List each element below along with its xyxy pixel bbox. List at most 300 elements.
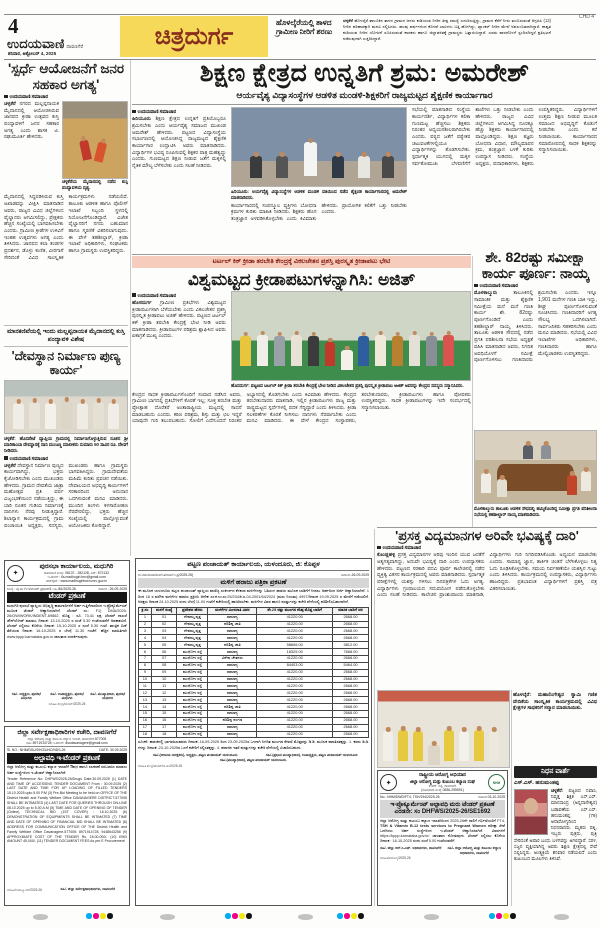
nhm-bar — [380, 800, 505, 817]
seated-person-figure — [541, 445, 551, 459]
dso-intro: ಜಿಲ್ಲಾ ಆರೋಗ್ಯ ಮತ್ತು ಕುಟುಂಬ ಕಲ್ಯಾಣ ಇಲಾಖೆಗೆ ಔಷಧ ಹಾಗೂ ಸಲಕರಣೆ ಸರಬರಾಜು ಮಾಡಲು ಅರ್ಹ ಸಂಸ್ಥೆಗಳಿಂದ ಇ-ಟೆಂಡರ್ ಆಹ್ವಾನಿಸಲಾಗಿದೆ. — [7, 765, 127, 775]
seated-person-figure — [581, 471, 591, 491]
shop-table-header-cell: ಕ್ರ.ಸಂ — [139, 607, 152, 614]
person-figure — [308, 336, 319, 366]
cell-slno: 1 — [139, 614, 152, 621]
cell-advance: 41220.00 — [257, 676, 333, 683]
person-figure — [257, 335, 268, 366]
person-figure — [358, 336, 369, 366]
cell-slno: 6 — [139, 649, 152, 656]
person-figure — [108, 403, 119, 429]
table-row — [139, 717, 369, 724]
seated-person-figure — [497, 479, 507, 497]
mid-kicker: ಟರ್ಟಲ್ ಕಿಕ್ ಕ್ರೀಡಾ ತರಬೇತಿ ಕೇಂದ್ರಕ್ಕೆ ವಿಕಲಚೇತನ ಪ್ರಶಸ್ತಿ ಪುರಸ್ಕೃತ ಕ್ರೀಡಾಪಟು ಭೇಟಿ — [132, 256, 471, 268]
cell-rent: 2668.00 — [332, 655, 368, 662]
municipal-emblem-icon: ✦ — [7, 565, 24, 582]
wrestling-photo — [62, 101, 128, 179]
person-figure — [45, 403, 56, 429]
cell-rent: 2668.00 — [332, 683, 368, 690]
main-body-1 — [132, 116, 226, 170]
cell-rent: 2668.00 — [332, 614, 368, 621]
cell-slno: 11 — [139, 683, 152, 690]
cell-shopno: 18 — [151, 731, 177, 738]
cell-slno: 2 — [139, 621, 152, 628]
table-row — [139, 628, 369, 635]
cell-advance: 18325.00 — [257, 649, 333, 656]
cell-advance: 41220.00 — [257, 628, 333, 635]
cell-advance: 41220.00 — [257, 655, 333, 662]
table-row — [139, 614, 369, 621]
madhugiri-sign-2: ಸಹಿ/- ಉಪಾಧ್ಯಕ್ಷರು, ಪುರಸಭೆ ಮಧುಗಿರಿ — [50, 691, 84, 701]
prasakta-headline: 'ಪ್ರಸಕ್ತ ವಿದ್ಯಮಾನಗಳ ಅರಿವೇ ಭವಿಷ್ಯಕ್ಕೆ ದಾರಿ' — [395, 529, 579, 543]
section-rule — [377, 527, 597, 528]
shop-date: ದಿನಾಂಕ:-26-09-2025 — [341, 572, 369, 577]
main-photo-caption: ಹಿರಿಯೂರು: ಆರ್ಯವೈಶ್ಯ ವಿದ್ಯಾಸಂಸ್ಥೆಗಳ ಆಡಳಿತ ಮಂಡಳಿ ವತಿಯಿಂದ ನಡೆದ ಶೈಕ್ಷಣಿಕ ಕಾರ್ಯಾಗಾರದಲ್ಲಿ ಅಮರೇಶ್ ಮಾತನಾಡಿದರು. — [231, 189, 407, 200]
dso-sign: ಸಹಿ/- ಜಿಲ್ಲಾ ಸರ್ವೇಕ್ಷಣಾಧಿಕಾರಿಗಳು, ದಾವಣಗೆರೆ — [60, 886, 115, 891]
devasthana-caption: ಚಳ್ಳಕೆರೆ: ಹೊಸಪೇಟೆ ವ್ಯಾಪ್ತಿಯ ಗ್ರಾಮದಲ್ಲಿ ನಿರ್ಮಾಣಗೊಳ್ಳುತ್ತಿರುವ ನೂತನ ಶ್ರೀ ಮಾರಿಕಾಂಬಾ ದೇವಸ್ಥಾನಕ್ಕೆ ದಾನಿ ಮಂಜಣ್ಣ ಮಾಲೀಕರು ಸುಮಾರು 50 ಸಾವಿರ ರೂ. ದೇಣಿಗೆ ನೀಡಿದರು. — [4, 436, 128, 453]
shop-sign-3: ಸಹಿ/-(ಮುಖ್ಯಾಧಿಕಾರಿ), ಪಟ್ಟಣ ಪಂಚಾಯತ್ ಯಳಂದೂರು. — [219, 758, 288, 763]
person-figure — [426, 336, 437, 366]
felicitation-photo — [377, 690, 510, 768]
govt-emblem-icon: ✦ — [380, 774, 397, 791]
madhugiri-ref: ಸಂಖ್ಯೆ : ಪು.ಮ./ಇಇ/ಟೆಂಡರ್ ಪ್ರಕಟಣೆ/1.ಇಪಿ./81/2025-26 — [7, 586, 76, 591]
shop-table-header-cell: ಮಳಿಗೆಗಳ ಮೀಸಲಾತಿ ವಿವರ — [208, 607, 257, 614]
byline-text: ಉದಯವಾಣಿ ಸಮಾಚಾರ — [382, 546, 421, 552]
cell-shopno: 09 — [151, 669, 177, 676]
nhm-sign-2: ಸಹಿ/- ಜಿಲ್ಲಾ ಆರೋಗ್ಯ ಮತ್ತು ಕುಟುಂಬ ಕಲ್ಯಾಣ ಅಧಿಕಾರಿಗಳು, ದಾವಣಗೆರೆ — [447, 846, 501, 855]
cell-area: ಮುಧೋಳ ರಸ್ತೆ — [177, 649, 208, 656]
shop-bar: ಮಳಿಗೆ ಹರಾಜು ಪತ್ರಿಕಾ ಪ್ರಕಟಣೆ — [138, 578, 369, 589]
cell-shopno: 16 — [151, 717, 177, 724]
cell-slno: 12 — [139, 690, 152, 697]
sparde-byline — [4, 94, 128, 100]
cell-reservation: ಸಾಮಾನ್ಯ — [208, 676, 257, 683]
wrestling-caption: ಚಳ್ಳಕೆರೆಯ ಮೈದಾನದಲ್ಲಿ ನಡೆದ ಕುಸ್ತಿ ಪಂದ್ಯಾವಳಿಯ ದೃಶ್ಯ. — [62, 179, 128, 190]
dso-english-body: Tender Reference No: DHFWS/2025-26/Drugs Date:30.09.2025 (1) DATE AND TIME OF ACCESSING TENDER DOCUMENT From : 30.09.2025 (2) LAST DATE AND TIME FOR UP LOADING OF FILLED TENDERS 15.10.2025 upto 5.00 P.M (3) Pre-Bid Meeting to be held on OFFICE OF THE District Health and Family Welfare Office DAVANAGERE DISTRICT-577005 SHALL BE INTIMATED (4) LAST DATE FOR QUERIES THROUGH ON-LINE 08.10.2025 up to 5.00 A.M (5) TIME AND DATE OF OPENING OF TENDER (Online) TECHNICAL BID (1ST COVER) : 16.10.2025 (6) DEMONSTRATION OF EQUIPMENTS SHALL BE INTIMATED (7) TIME AND DATE OF OPENING OF FINANCIAL BID SHALL BE INTIMATED (8) ADDRESS FOR COMMUNICATION OFFICE OF THE District Health and Family Welfare Office Davanagere-577005: 8971914728, 9448643256 (9) APPROXIMATE COST OF THE TENDER Rs. 18,00,000/- (10) EMD AMOUNT 45,000/- (11) TENDER DOCUMENT FEES As per E Procurement — [7, 776, 127, 844]
byline-square-icon — [377, 546, 381, 550]
cell-shopno: 01 — [151, 614, 177, 621]
main-text-1: ಶಿಕ್ಷಣ ಕ್ಷೇತ್ರದ ಉನ್ನತಿಗೆ ಪ್ರತಿಯೊಬ್ಬರೂ ಶ್ರಮಿಸಬೇಕು ಎಂದು ಆರ್ಯವೈಶ್ಯ ಸಮಾಜದ ಮುಖಂಡ ಅಮರೇಶ್ ಹೇಳಿದರು. ಪಟ್ಟಣದ ವಿದ್ಯಾಸಂಸ್ಥೆಯ ಸಭಾಂಗಣದಲ್ಲಿ ಆಯೋಜಿಸಿದ್ದ ರಾಜ್ಯಮಟ್ಟದ ಶೈಕ್ಷಣಿಕ ಕಾರ್ಯಾಗಾರ ಉದ್ಘಾಟಿಸಿ ಅವರು ಮಾತನಾಡಿದರು. ವಿದ್ಯಾರ್ಥಿಗಳ ಭವಿಷ್ಯ ರೂಪಿಸುವಲ್ಲಿ ಶಿಕ್ಷಕರ ಪಾತ್ರ ಮಹತ್ವದ್ದು ಎಂದರು. ಗುಣಮಟ್ಟದ ಶಿಕ್ಷಣ ನೀಡುವ ಜತೆಗೆ ಮಕ್ಕಳಲ್ಲಿ ನೈತಿಕ ಮೌಲ್ಯ ಬೆಳೆಸಬೇಕು ಎಂದು ಸಲಹೆ ನೀಡಿದರು. — [132, 116, 226, 170]
seated-person-figure — [250, 156, 262, 178]
mid-location: ಹೊಸದುರ್ಗ — [132, 299, 152, 306]
wrestling-figure-wrap — [62, 101, 128, 190]
table-row — [139, 710, 369, 717]
cell-slno: 9 — [139, 669, 152, 676]
cell-shopno: 10 — [151, 676, 177, 683]
dso-bar: ಅಲ್ಪಾವಧಿ ಇ-ಟೆಂಡರ್ ಪ್ರಕಟಣೆ — [7, 753, 127, 764]
cell-advance: 41220.00 — [257, 697, 333, 704]
shop-auction-box — [135, 558, 372, 906]
person-figure — [459, 731, 469, 761]
cell-shopno: 15 — [151, 710, 177, 717]
sports-group-photo — [231, 291, 471, 381]
byline-text: ಉದಯವಾಣಿ ಸಮಾಚಾರ — [9, 456, 48, 462]
madhugiri-ref-row — [7, 585, 127, 591]
survey-body — [474, 290, 597, 428]
seated-person-figure — [428, 745, 440, 765]
nhm-bottom-ref: ಮಾಹಿತಿ/ಆರೋಗ್ಯ/2025-26 — [380, 856, 411, 861]
obituary-body — [514, 788, 597, 862]
nhm-head2: ಜಿಲ್ಲಾ ಆರೋಗ್ಯ ಮತ್ತು ಕುಟುಂಬ ಕಲ್ಯಾಣ ಸಂಘ — [410, 778, 475, 784]
devasthana-text: ದೇವಸ್ಥಾನ ನಿರ್ಮಾಣ ಪುಣ್ಯದ ಕಾರ್ಯವಾಗಿದ್ದು, ಭಕ್ತರು ಕೈಜೋಡಿಸಬೇಕು ಎಂದು ಮುಖಂಡರು ಹೇಳಿದರು. ಗ್ರಾಮದ ದೇವತೆಯ ಜಾತ್ರಾ ಮಹೋತ್ಸವ ಪ್ರತಿ ವರ್ಷ ವಿಜೃಂಭಣೆಯಿಂದ ನಡೆಯುತ್ತಿದ್ದು, ಈ ಬಾರಿ ನೂತನ ಗುಡಿಯ ನಿರ್ಮಾಣಕ್ಕೆ ದಾನಿಗಳು ನೆರವು ನೀಡುತ್ತಿದ್ದಾರೆ. ಶಿಲಾನ್ಯಾಸ ಕಾರ್ಯಕ್ರಮದಲ್ಲಿ ಗ್ರಾಮ ಪಂಚಾಯಿತಿ ಅಧ್ಯಕ್ಷರು, ಸದಸ್ಯರು, ಮುಖಂಡರು ಹಾಗೂ ಗ್ರಾಮಸ್ಥರು ಭಾಗವಹಿಸಿದ್ದರು. ಗ್ರಾಮದೇವತೆಯ ಮಹಿಮೆ ಕುರಿತು ಪ್ರವಚನ ನಡೆಯಿತು. ದೇವಾಲಯದ ಅಭಿವೃದ್ಧಿ ಕಾರ್ಯಗಳಿಗೆ ಸರಕಾರದಿಂದ ಅನುದಾನ ಒದಗಿಸುವಂತೆ ಮನವಿ ಮಾಡಿದರು. ಮುಂದಿನ ತಿಂಗಳು ಕಳಸಾರೋಹಣ ನೆರವೇರಲಿದ್ದು, ಭಕ್ತರು ಹೆಚ್ಚಿನ ಸಂಖ್ಯೆಯಲ್ಲಿ ಪಾಲ್ಗೊಳ್ಳುವಂತೆ ಆಯೋಜಕರು ಕೋರಿದ್ದಾರೆ. — [4, 462, 128, 529]
byline-text: ಉದಯವಾಣಿ ಸಮಾಚಾರ — [137, 110, 176, 116]
cell-rent: 3812.00 — [332, 642, 368, 649]
devasthana-location: ಚಳ್ಳಕೆರೆ — [4, 462, 16, 469]
cell-advance: 41220.00 — [257, 710, 333, 717]
cell-reservation: ಸಾಮಾನ್ಯ — [208, 731, 257, 738]
shop-ref: ಸಂ:ಪಪಂಕಾಯ/ಮಳಿಗೆ-ಹರಾಜು/ಇ.ಪ್ರ/2025-26) — [138, 572, 194, 577]
cell-reservation: ಸಾಮಾನ್ಯ — [208, 635, 257, 642]
cell-reservation: ಪರಿಶಿಷ್ಟ ಜಾತಿ — [208, 704, 257, 711]
cell-rent: 7668.00 — [332, 649, 368, 656]
cell-area: ದೇವಮ್ಮ ವೃತ್ತ — [177, 642, 208, 649]
shop-bottom-ref: ಮಾಹಿತಿ ಕೇಂದ್ರ/ಟೆಂಡರ್/ಪ.ಪಂ/2025-26 — [138, 763, 183, 768]
cell-slno: 16 — [139, 717, 152, 724]
registration-ellipse-icon — [33, 914, 48, 920]
seated-person-figure — [523, 445, 533, 459]
devasthana-body — [4, 463, 128, 556]
nhm-body-rest: ಪರೀಕ್ಷಾ ಸೇವೆ ಒದಗಿಸಲು ಅರ್ಹ ಸಂಸ್ಥೆಗಳಿಂದ ಇ-ಟೆಂಡರ್ ಆಹ್ವಾನಿಸಲಾಗಿದೆ. ವಿವರಗಳಿಗೆ https://kppp.karnataka.gov.in/ ಜಾಲತಾಣ ನೋಡುವುದು. ಟೆಂಡರ್ ಸಲ್ಲಿಸಲು ಕೊನೆಯ ದಿನಾಂಕ : 16-10-2025 ರಂದು ಸಂಜೆ 5.00 ಗಂಟೆಯವರೆಗೆ. — [380, 823, 506, 844]
column-rule — [511, 690, 512, 906]
cell-area: ಮುಧೋಳ ರಸ್ತೆ — [177, 655, 208, 662]
madhugiri-date: ದಿನಾಂಕ : 26-09-2025 — [98, 586, 127, 591]
newspaper-masthead — [7, 36, 83, 52]
cell-rent: 2668.00 — [332, 690, 368, 697]
cmyk-dots-icon — [337, 913, 364, 919]
cell-rent: 2668.00 — [332, 621, 368, 628]
madhugiri-sign-3: ಸಹಿ/- ಮುಖ್ಯಾಧಿಕಾರಿ, ಪುರಸಭೆ ಮಧುಗಿರಿ — [90, 691, 126, 701]
table-row — [139, 731, 369, 738]
cell-slno: 18 — [139, 731, 152, 738]
survey-photo-caption: ಮೊಳಕಾಲ್ಮುರು ತಾಲೂಕು ಆಡಳಿತ ಸೌಧದಲ್ಲಿ ಹಮ್ಮಿಕೊಂಡಿದ್ದ ಸಮೀಕ್ಷಾ ಪ್ರಗತಿ ಪರಿಶೀಲನಾ ಸಭೆಯಲ್ಲಿ ತಹಶೀಲ್ದಾರ್ ನಾಯ್ಕ ಮಾತನಾಡಿದರು. — [474, 506, 597, 518]
cell-advance: 84403.00 — [257, 662, 333, 669]
cell-shopno: 14 — [151, 704, 177, 711]
dso-tender-box — [4, 726, 130, 906]
wrestler-figure — [94, 141, 108, 163]
brief-headline: ಹೊಳಲ್ಕೆರೆಯಲ್ಲಿ ತಾಳದ ಗ್ರಾಮೀಣ ನೀರಿಗೆ ಶರಣು — [276, 18, 333, 37]
cell-advance: 41220.00 — [257, 690, 333, 697]
cell-reservation: ಸಾಮಾನ್ಯ — [208, 614, 257, 621]
prasakta-location: ಕೊಂಡ್ಲಹಳ್ಳಿ — [377, 552, 396, 559]
byline-square-icon — [4, 95, 8, 99]
table-row — [139, 724, 369, 731]
shop-ref-row — [138, 572, 369, 577]
cell-slno: 15 — [139, 710, 152, 717]
shop-table-header-cell: ಮಾಸಿಕ ಬಾಡಿಗೆ ದರ — [332, 607, 368, 614]
mid-photo-block — [231, 291, 471, 389]
nhm-ref-row — [380, 793, 505, 799]
byline-square-icon — [4, 456, 8, 460]
top-news-brief — [276, 18, 551, 42]
cell-slno: 10 — [139, 676, 152, 683]
cell-reservation: ಸಾಮಾನ್ಯ — [208, 710, 257, 717]
cell-rent: 2668.00 — [332, 710, 368, 717]
masthead-edition: ದಾವಣಗೆರೆ — [66, 44, 84, 49]
person-figure — [240, 336, 251, 366]
table-row — [139, 655, 369, 662]
seated-person-figure — [382, 156, 394, 178]
cell-reservation: ಸಾಮಾನ್ಯ — [208, 683, 257, 690]
person-figure — [444, 730, 454, 761]
cell-shopno: 02 — [151, 621, 177, 628]
nhm-body — [380, 819, 505, 845]
nhm-head4: (ದೂರವಾಣಿ ಸಂಖ್ಯೆ 0836-295591) — [421, 788, 464, 792]
shop-table-header-cell: ಶೇ.25 ರಷ್ಟು ಮುಂಗಡ ಕನಿಷ್ಠ ಮೊತ್ತ ಬಾಡಿಗೆ — [257, 607, 333, 614]
cell-slno: 14 — [139, 704, 152, 711]
table-row — [139, 704, 369, 711]
nhm-logo-icon: NHM — [488, 774, 505, 791]
shop-table-header-row — [139, 607, 369, 614]
column-rule — [374, 529, 375, 906]
table-row — [139, 642, 369, 649]
cell-area: ಮುಧೋಳ ರಸ್ತೆ — [177, 704, 208, 711]
survey-byline — [474, 283, 597, 289]
person-figure — [443, 335, 454, 366]
cell-rent: 2668.00 — [332, 697, 368, 704]
table-row — [139, 669, 369, 676]
obituary-text: ಪಟ್ಟಣದ ನಿವಾಸಿ, ನಿವೃತ್ತ ಶಿಕ್ಷಕ ಎಸ್.ಎಸ್. ಮಾನಸಾಂದ್ರ (ಅನ್ನದಾನೇಶ್ವರ) ಬಡಾವಣೆಯ ಎಸ್.ಎಸ್. ಹನುಮಂತಪ್ಪ (79) ಅನಾರೋಗ್ಯದಿಂದ ನಿಧನರಾದರು. ಮೃತರು ಪತ್ನಿ, ಇಬ್ಬರು ಪುತ್ರರು, ಪುತ್ರಿ ಸೇರಿದಂತೆ ಅಪಾರ ಬಂಧು ಬಳಗವನ್ನು ಅಗಲಿದ್ದಾರೆ. ಸರಳ, ಸಜ್ಜನ ವ್ಯಕ್ತಿಯಾಗಿದ್ದ ಅವರು ಶಿಕ್ಷಣ ಕ್ಷೇತ್ರದಲ್ಲಿ ಸೇವೆ ಸಲ್ಲಿಸಿದ್ದರು. ಅಂತ್ಯಕ್ರಿಯೆ ಶನಿವಾರ ನಡೆಯಲಿದೆ ಎಂದು ಕುಟುಂಬದ ಮೂಲಗಳು ತಿಳಿಸಿವೆ. — [514, 788, 597, 862]
temple-photo — [4, 380, 128, 434]
cell-slno: 8 — [139, 662, 152, 669]
mid-photo-caption: ಹೊಸದುರ್ಗ: ಪಟ್ಟಣದ ಟರ್ಟಲ್ ಕಿಕ್ ಕ್ರೀಡಾ ತರಬೇತಿ ಕೇಂದ್ರಕ್ಕೆ ಭೇಟಿ ನೀಡಿದ ವಿಕಲಚೇತನ ಪ್ರಶಸ್ತಿ ಪುರಸ್ಕೃತ ಕ್ರೀಡಾಪಟು ಅಜಿತ್ ಅವರನ್ನು ಕೇಂದ್ರದ ಸದಸ್ಯರು ಸನ್ಮಾನಿಸಿದರು. — [231, 382, 464, 388]
main-location: ಹಿರಿಯೂರು — [132, 116, 151, 123]
sparde-promo: ಮಾನಕಣಿವೆಯಲ್ಲಿ ಇಂದು ಮಲ್ಲಪ್ಪನಾಯಕ ಮೈದಾನದಲ್ಲಿ ಕುಸ್ತಿ ಪಂದ್ಯಾವಳಿ ವಿಶೇಷ — [4, 325, 128, 347]
madhugiri-header — [7, 563, 127, 584]
prasakta-article — [377, 529, 597, 687]
nhm-head1: ರಾಷ್ಟ್ರೀಯ ಆರೋಗ್ಯ ಅಭಿಯಾನ — [419, 773, 466, 778]
main-photo-block — [231, 107, 407, 247]
prasakta-byline — [377, 545, 421, 551]
section-rule — [132, 254, 471, 255]
cell-shopno: 04 — [151, 635, 177, 642]
section-title-box — [120, 16, 268, 57]
nhm-tender-header — [380, 773, 505, 792]
cell-rent: 2668.00 — [332, 676, 368, 683]
cell-area: ದೇವಮ್ಮ ವೃತ್ತ — [177, 628, 208, 635]
sparde-text-1: ನಗರದ ಮಲ್ಲಪ್ಪನಾಯಕ ಮೈದಾನದಲ್ಲಿ ಆಯೋಜಿಸಿರುವ ಜಾನಪದ ಕ್ರೀಡಾ ಉತ್ಸವದ ಕುಸ್ತಿ ಪಂದ್ಯಾವಳಿಗೆ ಜನರ ಸಹಕಾರ ಅಗತ್ಯ ಎಂದು ಶಾಸಕ ಟಿ. ರಘುಮೂರ್ತಿ ಹೇಳಿದರು. — [4, 101, 59, 141]
devasthana-headline: 'ದೇವಸ್ಥಾನ ನಿರ್ಮಾಣ ಪುಣ್ಯ ಕಾರ್ಯ' — [11, 348, 121, 377]
main-col-1 — [132, 107, 226, 247]
workshop-photo — [231, 107, 407, 187]
cell-rent: 2668.00 — [332, 717, 368, 724]
madhugiri-tender-box — [4, 560, 130, 722]
dso-date: DATE: 30.09.2025 — [99, 748, 127, 753]
cell-area: ಮುಧೋಳ ರಸ್ತೆ — [177, 690, 208, 697]
print-registration-marks — [0, 911, 600, 923]
shop-office: ಪಟ್ಟಣ ಪಂಚಾಯತ್ ಕಾರ್ಯಾಲಯ, ಯಳಂದೂರು, ಜಿ: ಕೊಪ್ಪಳ — [138, 561, 369, 571]
mid-text-1: ಗ್ರಾಮೀಣ ಪ್ರತಿಭೆಗಳು ವಿಶ್ವಮಟ್ಟದ ಕ್ರೀಡಾಪಟುಗಳಾಗಿ ಬೆಳೆಯಬೇಕು ಎಂದು ವಿಕಲಚೇತನ ಪ್ರಶಸ್ತಿ ಪುರಸ್ಕೃತ ಕ್ರೀಡಾಪಟು ಅಜಿತ್ ಹೇಳಿದರು. ಪಟ್ಟಣದ ಟರ್ಟಲ್ ಕಿಕ್ ಕ್ರೀಡಾ ತರಬೇತಿ ಕೇಂದ್ರಕ್ಕೆ ಭೇಟಿ ನೀಡಿ ಅವರು ಮಾತನಾಡಿದರು. ಕ್ರೀಡಾಪಟುಗಳ ಪರಿಶ್ರಮ ಶ್ಲಾಘಿಸಿದ ಅವರು ಏಕಾಗ್ರತೆ ಮುಖ್ಯ ಎಂದರು. — [132, 299, 227, 340]
nhm-bar-line1: ಇ-ಪ್ರೊಕ್ಯೂರ್ಮೆಂಟ್ ಅಲ್ಪಾವಧಿ ಮರು ಟೆಂಡರ್ ಪ್ರಕಟಣೆ — [390, 801, 495, 808]
cell-reservation: ಸಾಮಾನ್ಯ — [208, 697, 257, 704]
table-row — [139, 690, 369, 697]
cell-shopno: 12 — [151, 690, 177, 697]
seated-person-figure — [276, 156, 288, 178]
madhugiri-bar: ಟೆಂಡರ್ ಪ್ರಕಟಣೆ — [7, 592, 127, 603]
cell-area: ದೇವಮ್ಮ ವೃತ್ತ — [177, 635, 208, 642]
cell-advance: 41220.00 — [257, 724, 333, 731]
person-figure — [13, 403, 24, 429]
nhm-head3: ಕೆ.ಆರ್. ರಸ್ತೆ, ದಾವಣಗೆರೆ — [428, 783, 457, 788]
main-headline: ಶಿಕ್ಷಣ ಕ್ಷೇತ್ರದ ಉನ್ನತಿಗೆ ಶ್ರಮ: ಅಮರೇಶ್ — [199, 60, 530, 87]
byline-square-icon — [132, 110, 136, 114]
main-byline — [132, 109, 226, 115]
person-figure — [409, 335, 420, 366]
cell-area: ದೇವಮ್ಮ ವೃತ್ತ — [177, 614, 208, 621]
mid-col-1 — [132, 291, 226, 389]
person-figure — [325, 342, 335, 366]
byline-text: ಉದಯವಾಣಿ ಸಮಾಚಾರ — [479, 284, 518, 290]
cell-area: ಮುಧೋಳ ರಸ್ತೆ — [177, 683, 208, 690]
obituary-location: ಚಳ್ಳಕೆರೆ: — [551, 788, 564, 793]
table-row — [139, 697, 369, 704]
nhm-date: ದಿನಾಂಕ 03-10-2025 — [478, 795, 505, 800]
byline-square-icon — [474, 284, 478, 288]
registration-ellipse-icon — [424, 914, 439, 920]
survey-location: ಮೊಳಕಾಲ್ಮುರು — [474, 290, 498, 297]
sparde-body-2: ಮೈದಾನದಲ್ಲಿ ಸಿದ್ಧಪಡಿಸಿರುವ ಕುಸ್ತಿ ಅಖಾಡವನ್ನು ವೀಕ್ಷಿಸಿ ಮಾತನಾಡಿದ ಅವರು, ರಾಜ್ಯದ ವಿವಿಧ ಜಿಲ್ಲೆಗಳಿಂದ ಪೈಲ್ವಾನರು ಆಗಮಿಸಲಿದ್ದು, ಪ್ರೇಕ್ಷಕರು ಹೆಚ್ಚಿನ ಸಂಖ್ಯೆಯಲ್ಲಿ ಭಾಗವಹಿಸಬೇಕು ಎಂದರು. ಗ್ರಾಮೀಣ ಕ್ರೀಡೆಗಳ ಉಳಿವಿಗೆ ಇಂತಹ ಉತ್ಸವಗಳು ಅಗತ್ಯ ಎಂದು ತಿಳಿಸಿದರು. ಜಾನಪದ ಕಲಾ ತಂಡಗಳ ಪ್ರದರ್ಶನ, ಡೊಳ್ಳು ಕುಣಿತ, ವೀರಗಾಸೆ ಸೇರಿದಂತೆ ವಿವಿಧ ಸಾಂಸ್ಕೃತಿಕ ಕಾರ್ಯಕ್ರಮಗಳು ನಡೆಯಲಿವೆ. ತಾಲೂಕು ಆಡಳಿತ ಹಾಗೂ ಪೊಲೀಸ್ ಇಲಾಖೆ ಸಿಬ್ಬಂದಿ ಸ್ಥಳದಲ್ಲಿ ನಿಯೋಜನೆಗೊಂಡಿದ್ದಾರೆ. ವಿಜೇತ ಪೈಲ್ವಾನರಿಗೆ ನಗದು ಬಹುಮಾನ ಹಾಗೂ ಸ್ಮರಣಿಕೆ ವಿತರಿಸಲಾಗುವುದು. ಈ ವೇಳೆ ತಹಶೀಲ್ದಾರ್, ಕ್ರೀಡಾ ಇಲಾಖೆ ಅಧಿಕಾರಿಗಳು, ಸಂಘಟಕರು ಹಾಗೂ ಗ್ರಾಮಸ್ಥರು ಉಪಸ್ಥಿತರಿದ್ದರು. — [4, 194, 128, 261]
seated-person-figure — [481, 473, 491, 493]
cell-advance: 41220.00 — [257, 731, 333, 738]
person-figure — [375, 335, 386, 366]
cell-advance: 41220.00 — [257, 669, 333, 676]
madhugiri-addr3: ವೆಬ್‌ಸೈಟ್ : www.madhugiritown.mrc.gov.in — [46, 579, 107, 584]
cell-reservation: ಸಾಮಾನ್ಯ — [208, 649, 257, 656]
mid-body-2: ಕೇಂದ್ರದ ಸಾಧಕ ಕ್ರೀಡಾಪಟುಗಳೊಂದಿಗೆ ಸಂವಾದ ನಡೆಸಿದ ಅವರು, ಗ್ರಾಮೀಣ ಭಾಗದಲ್ಲಿ ಪ್ರತಿಭೆಗಳಿಗೆ ಕೊರತೆ ಇಲ್ಲ; ಸೂಕ್ತ ತರಬೇತಿ ಮತ್ತು ಪ್ರೋತ್ಸಾಹ ದೊರೆತರೆ ಅಂತಾರಾಷ್ಟ್ರೀಯ ಮಟ್ಟದಲ್ಲಿ ಸಾಧನೆ ಮಾಡಬಹುದು ಎಂದರು. ಕಠಿಣ ಪರಿಶ್ರಮ, ಶಿಸ್ತು ಮತ್ತು ಛಲ ಇದ್ದರೆ ಯಾವುದೇ ಗುರಿ ತಲುಪಬಹುದು. ಸೋಲಿಗೆ ಎದೆಗುಂದದೆ ನಿರಂತರ ಅಭ್ಯಾಸದಲ್ಲಿ ತೊಡಗಬೇಕು ಎಂದು ಕಿವಿಮಾತು ಹೇಳಿದರು. ಕೇಂದ್ರದ ತರಬೇತುದಾರರು ಮಾತನಾಡಿ, ಇಲ್ಲಿನ ಕ್ರೀಡಾಪಟುಗಳು ರಾಜ್ಯ ಮತ್ತು ರಾಷ್ಟ್ರಮಟ್ಟದ ಸ್ಪರ್ಧೆಗಳಲ್ಲಿ ಪದಕ ಗೆದ್ದಿದ್ದಾರೆ ಎಂದು ತಿಳಿಸಿದರು. ಕ್ರೀಡಾ ಸಲಕರಣೆಗಳ ಕೊರತೆ ನೀಗಿಸಲು ದಾನಿಗಳು ನೆರವಾಗಬೇಕು ಎಂದು ಮನವಿ ಮಾಡಿದರು. ಈ ವೇಳೆ ಕೇಂದ್ರದ ಸಂಸ್ಥಾಪಕರು, ತರಬೇತುದಾರರು, ಕ್ರೀಡಾಪಟುಗಳು ಹಾಗೂ ಪೋಷಕರು ಉಪಸ್ಥಿತರಿದ್ದರು. ಸಾಧಕ ಕ್ರೀಡಾಪಟುಗಳನ್ನು ಇದೇ ಸಂದರ್ಭದಲ್ಲಿ ಸನ್ಮಾನಿಸಲಾಯಿತು. — [132, 391, 471, 425]
edition-code: CHD 4 — [578, 14, 594, 20]
registration-ellipse-icon — [554, 914, 569, 920]
cell-advance: 41220.00 — [257, 717, 333, 724]
madhugiri-body: ಮಧುಗಿರಿ ಪುರಸಭೆ ವ್ಯಾಪ್ತಿಯ ಅಭಿವೃದ್ಧಿ ಕಾಮಗಾರಿಗಳಿಗೆ ಅರ್ಹ ಗುತ್ತಿಗೆದಾರರಿಂದ ಇ-ಪ್ರೊಕ್ಯೂರ್ಮೆಂಟ್ ಮೂಲಕ ಟೆಂಡರ್ ಆಹ್ವಾನಿಸಲಾಗಿದೆ. ಟೆಂಡರ್ ಸಂ.: F1) DMA/2025-26/OW/WORK/INDENT-69862, ಮೊತ್ತ : ರೂ. 73.41 ಲಕ್ಷ. ಟೆಂಡರ್ ದಾಖಲೆ ಡೌನ್‌ಲೋಡ್ ಮಾಡಲು ದಿನಾಂಕ: 13-10-2025 ರ ಸಂಜೆ 5.30 ಗಂಟೆಯವರೆಗೆ ಅವಕಾಶವಿದೆ. ಟೆಂಡರ್ ಸಲ್ಲಿಸಲು ಕೊನೆಯ ದಿನಾಂಕ: 15-10-2025 ರ ಸಂಜೆ 5.30 ಗಂಟೆ. ತಾಂತ್ರಿಕ ಬಿಡ್ ತೆರೆಯುವ ದಿನಾಂಕ: 16-10-2025 ರ ಬೆಳಗ್ಗೆ 11.30 ಗಂಟೆಗೆ. ಹೆಚ್ಚಿನ ಮಾಹಿತಿಗಾಗಿ www.kppp.karnataka.gov.in ಜಾಲತಾಣ ಸಂಪರ್ಕಿಸುವುದು. — [7, 603, 127, 639]
seated-person-figure — [332, 156, 344, 178]
survey-article — [474, 250, 597, 528]
cell-shopno: 17 — [151, 724, 177, 731]
prasakta-text: ಪ್ರಸಕ್ತ ವಿದ್ಯಮಾನಗಳ ಅರಿವು ಇಂದಿನ ಯುವ ಜನತೆಗೆ ಅತ್ಯಗತ್ಯವಾಗಿದ್ದು, ಅದುವೇ ಭವಿಷ್ಯಕ್ಕೆ ದಾರಿ ಎಂದು ಉಪನ್ಯಾಸಕರು ಹೇಳಿದರು. ಪಟ್ಟಣದ ಸರಕಾರಿ ಪದವಿ ಪೂರ್ವ ಕಾಲೇಜಿನಲ್ಲಿ ನಡೆದ ವ್ಯಕ್ತಿತ್ವ ವಿಕಸನ ಕಾರ್ಯಕ್ರಮದಲ್ಲಿ ಅವರು ಮಾತನಾಡಿದರು. ಸ್ಪರ್ಧಾತ್ಮಕ ಪರೀಕ್ಷೆಗಳಲ್ಲಿ ಯಶಸ್ಸು ಗಳಿಸಲು ದಿನಪತ್ರಿಕೆಗಳ ಓದು ಅಗತ್ಯ. ವಿದ್ಯಾರ್ಥಿಗಳು ಗ್ರಂಥಾಲಯದ ಸದುಪಯೋಗ ಪಡೆದುಕೊಳ್ಳಬೇಕು ಎಂದು ಸಲಹೆ ನೀಡಿದರು. ಕಾಲೇಜಿನ ಪ್ರಾಂಶುಪಾಲರು ಮಾತನಾಡಿ, ವಿದ್ಯಾರ್ಥಿಗಳು ಗುರಿ ನಿಗದಿಪಡಿಸಿಕೊಂಡು ಅಧ್ಯಯನ ಮಾಡಬೇಕು ಎಂದರು. ಸಾಮಾನ್ಯ ಜ್ಞಾನ, ತಾರ್ಕಿಕ ಚಿಂತನೆ ಬೆಳೆಸಿಕೊಳ್ಳಲು ನಿತ್ಯ ಓದು ರೂಢಿಸಿಕೊಳ್ಳಬೇಕು. ಸಮಯ ನಿರ್ವಹಣೆಯೇ ಯಶಸ್ಸಿನ ಗುಟ್ಟು ಎಂದು ತಿಳಿಸಿದರು. ಕಾರ್ಯಕ್ರಮದಲ್ಲಿ ಉಪನ್ಯಾಸಕರು, ವಿದ್ಯಾರ್ಥಿಗಳು ಹಾಜರಿದ್ದರು. ಪ್ರತಿಭಾವಂತ ವಿದ್ಯಾರ್ಥಿಗಳಿಗೆ ಪ್ರಶಸ್ತಿ ಪತ್ರ ವಿತರಿಸಲಾಯಿತು. — [377, 552, 597, 599]
person-figure — [489, 731, 499, 761]
cell-shopno: 07 — [151, 655, 177, 662]
person-figure — [61, 401, 72, 429]
cell-area: ಮುಧೋಳ ರಸ್ತೆ — [177, 669, 208, 676]
main-subhead: ಆರ್ಯವೈಶ್ಯ ವಿದ್ಯಾಸಂಸ್ಥೆಗಳ ಆಡಳಿತ ಮಂಡಳಿ-ಶಿಕ್ಷಕರಿಗೆ ರಾಜ್ಯಮಟ್ಟದ ಶೈಕ್ಷಣಿಕ ಕಾರ್ಯಾಗಾರ — [236, 90, 493, 101]
person-figure — [413, 731, 423, 761]
shop-note: ಸೂಚನೆ: ಹರಾಜಿನಲ್ಲಿ ಭಾಗವಹಿಸುವವರು ದಿನಾಂಕ:-16-09-2025 ರಿಂದ 23-09-2025ರ ಒಳಗಾಗಿ ನಿಗದಿತ ಮುಂಗಡ ಠೇವಣಿ ಮೊತ್ತವನ್ನು ಡಿ.ಡಿ. ಮೂಲಕ ಪಾವತಿಸತಕ್ಕದ್ದು. 1. ಕರಡು ಡಿ.ಡಿ. ಗಳನ್ನು ದಿನಾಂಕ:-23-10-2025ರ ಒಳಗೆ ಕಚೇರಿಗೆ ಸಲ್ಲಿಸತಕ್ಕದ್ದು. 4. ಹರಾಜಿನ ಇತರೆ ಷರತ್ತುಗಳನ್ನು ಕಚೇರಿ ವೇಳೆಯಲ್ಲಿ ವಿಚಾರಿಸಬಹುದು. — [138, 740, 369, 750]
cell-advance: 41220.00 — [257, 614, 333, 621]
cell-reservation: ಸಾಮಾನ್ಯ — [208, 628, 257, 635]
cell-reservation: ಪರಿಶಿಷ್ಟ ಪಂಗಡ — [208, 717, 257, 724]
left-column — [4, 61, 128, 556]
table-row — [139, 649, 369, 656]
cmyk-dots-icon — [225, 913, 252, 919]
cell-area: ಮುಧೋಳ ರಸ್ತೆ — [177, 731, 208, 738]
registration-ellipse-icon — [298, 914, 313, 920]
cell-area: ಮುಧೋಳ ರಸ್ತೆ — [177, 724, 208, 731]
shop-auction-table — [138, 607, 369, 739]
madhugiri-addr1: ದೂರವಾಣಿ ಸಂಖ್ಯೆ: 08137 - 282128, ಪಿನ್: 572132 — [43, 570, 110, 575]
dso-addr1: ಜಿಲ್ಲಾ ಆರೋಗ್ಯ ಮತ್ತು ಕುಟುಂಬ ಕಲ್ಯಾಣ ಇಲಾಖೆ, ದಾವಣಗೆರೆ-577005 — [27, 736, 107, 741]
cell-shopno: 06 — [151, 649, 177, 656]
cell-reservation: ಸಾಮಾನ್ಯ — [208, 662, 257, 669]
seated-person-figure — [567, 475, 577, 495]
cell-shopno: 08 — [151, 662, 177, 669]
table-row — [139, 621, 369, 628]
shop-sign-1: ಸಹಿ/-(ಆದಾಯ ನಿರೀಕ್ಷಕರು), ಅಧ್ಯಕ್ಷರು, ಪಟ್ಟಣ ಪಂಚಾಯತ್ ಯಳಂದೂರು — [152, 752, 238, 757]
nhm-body-top: ಜಿಲ್ಲಾ ಆರೋಗ್ಯ ಮತ್ತು ಕುಟುಂಬ ಕಲ್ಯಾಣ ಇಲಾಖೆಯಿಂದ 2025-26ನೇ ಸಾಲಿಗೆ ಗರ್ಭಿಣಿಯರಿಗೆ FT4, — [380, 818, 505, 823]
dso-bottom-ref: ಮಾಹಿತಿ/ಇಡಬ್ಲ್ಯೂಎಸ್/2025-26 — [7, 887, 42, 892]
cell-reservation: ಸಾಮಾನ್ಯ — [208, 724, 257, 731]
column-rule — [472, 256, 473, 528]
shop-table-header-cell: ಪ್ರದೇಶದ ಹೆಸರು — [177, 607, 208, 614]
column-rule — [130, 60, 131, 556]
nhm-ref: No.: NHM/DWD/FT4, TSH/194/2025-26 — [380, 795, 440, 800]
cell-rent: 2668.00 — [332, 669, 368, 676]
felicitation-caption: ಹೊಳಲ್ಕೆರೆ: ಮಹಾಲಿಂಗೇಶ್ವರ ಸ್ವಾಮಿ ಗಣಿತ ವೇದಿಕೆಯ ಸಾಂಸ್ಕೃತಿಕ ಕಾರ್ಯಕ್ರಮದಲ್ಲಿ ವಿವಿಧ ಕ್ಷೇತ್ರಗಳ ಸಾಧಕರಿಗೆ ಸನ್ಮಾನ ಮಾಡಲಾಯಿತು. — [513, 692, 597, 711]
byline-square-icon — [132, 293, 136, 297]
shop-table-header-cell: ಮಳಿಗೆ ಸಂಖ್ಯೆ — [151, 607, 177, 614]
madhugiri-sign-1: ಸಹಿ/- ಅಧ್ಯಕ್ಷರು, ಪುರಸಭೆ ಮಧುಗಿರಿ — [11, 691, 41, 701]
cell-advance: 41220.00 — [257, 704, 333, 711]
brief-text: ಹೊಳಲ್ಕೆರೆ ತಾಲೂಕಿನ ತಾಳದ ಗ್ರಾಮದ ಜನರು ಕುಡಿಯುವ ನೀರಿನ ತೀವ್ರ ಸಮಸ್ಯೆ ಎದುರಿಸುತ್ತಿದ್ದು, ಗ್ರಾಮದ ಕೆರೆಗೆ ನೀರು ತುಂಬಿಸುವಂತೆ ಆಗ್ರಹಿಸಿ (13) ನೀರಿನ ಪರಿಹಾರಕ್ಕಾಗಿ ಮನವಿ ಸಲ್ಲಿಸಿದರು. ಹಲವು ವರ್ಷಗಳಿಂದ ಕೊಳವೆ ಬಾವಿಗಳು ಬತ್ತಿ ಹೋಗಿದ್ದು, ಟ್ಯಾಂಕರ್ ನೀರಿನ ಮೇಲೆ ಅವಲಂಬಿತರಾಗಿದ್ದಾರೆ. ಶಾಶ್ವತ ಕುಡಿಯುವ ನೀರಿನ ಯೋಜನೆ ರೂಪಿಸುವಂತೆ ಶಾಸಕರು ಹಾಗೂ ಜಿಲ್ಲಾಡಳಿತಕ್ಕೆ ಗ್ರಾಮಸ್ಥರು ಒತ್ತಾಯಿಸಿದ್ದಾರೆ. ಎರಡು ವಾರದೊಳಗೆ ಸ್ಪಂದಿಸದಿದ್ದರೆ ಪ್ರತಿಭಟನೆ ನಡೆಸುವುದಾಗಿ ಎಚ್ಚರಿಸಿದ್ದಾರೆ. — [343, 18, 551, 41]
sparde-headline: 'ಸ್ಪರ್ಧೆ ಆಯೋಜನೆಗೆ ಜನರ ಸಹಕಾರ ಅಗತ್ಯ' — [7, 61, 125, 92]
sparde-location: ಚಳ್ಳಕೆರೆ — [4, 101, 16, 108]
cell-area: ಮುಧೋಳ ರಸ್ತೆ — [177, 717, 208, 724]
dso-ref: Sl. NO.: NHM/DSU/DHO/UHC/NDS-26 — [7, 748, 66, 753]
cell-advance: 58606.00 — [257, 642, 333, 649]
date-line: ಶನಿವಾರ, ಅಕ್ಟೋಬರ್ 4, 2025 — [8, 51, 57, 56]
table-row — [139, 683, 369, 690]
shop-intro: ಈ ಮೂಲಕ ಯಳಂದೂರು ಪಟ್ಟಣ ಪಂಚಾಯತ್ ವ್ಯಾಪ್ತಿಯ ವಾಣಿಜ್ಯ ಸಂಕೀರ್ಣದ ಕೆಳಕಂಡ ಮಳಿಗೆಗಳನ್ನು ಬಹಿರಂಗ ಹರಾಜು ಮೂಲಕ ಬಾಡಿಗೆಗೆ ನೀಡಲು ಅರ್ಹರಿಂದ ಅರ್ಜಿ ಆಹ್ವಾನಿಸಲಾಗಿದೆ. 1 ರಿಂದ 18 ರ ವರೆಗಿನ ಮಳಿಗೆಗಳ ಹರಾಜು ಪ್ರಕ್ರಿಯೆ ಆದೇಶ ಸಂ:ಕ.ಉ.ಸಂ:25/234/ಕಿ.ಎ-04-2001/64/2024 (ಮರು ನಿಯಮ) 4997/ದಿನಾಂಕ 19.09.2025 ರ ಮೇರೆಗೆ ನಡೆಯಲಿದೆ. ಆಸಕ್ತರು ದಿನಾಂಕ 24.10.2025 ರಂದು ಬೆಳಗ್ಗೆ 11.00 ಗಂಟೆಗೆ ಕಚೇರಿಯಲ್ಲಿ ಹಾಜರಿರಬೇಕು. ಮಳಿಗೆಗಳ ವಿವರ ಹಾಗೂ ಷರತ್ತುಗಳನ್ನು ಕಚೇರಿ ವೇಳೆಯಲ್ಲಿ ಪರಿಶೀಲಿಸಬಹುದಾಗಿದೆ. — [138, 589, 369, 604]
cell-rent: 2668.00 — [332, 628, 368, 635]
seated-person-figure — [341, 350, 353, 370]
mid-body-1 — [132, 300, 226, 340]
brief-location: ಚಳ್ಳಕೆರೆ — [343, 18, 353, 23]
cell-rent: 5464.00 — [332, 662, 368, 669]
wrestler-figure — [79, 139, 92, 160]
divider — [132, 104, 597, 105]
page-header — [4, 14, 596, 60]
table-row — [139, 662, 369, 669]
cell-reservation: ಪರಿಶಿಷ್ಟ ಜಾತಿ — [208, 642, 257, 649]
prasakta-body — [377, 552, 597, 680]
obituary-title: ನಿಧನ ವಾರ್ತೆ — [514, 766, 597, 778]
obituary-column — [514, 766, 597, 906]
cmyk-dots-icon — [86, 913, 113, 919]
person-figure — [291, 335, 302, 366]
person-figure — [383, 731, 393, 761]
nhm-bar-line2: ಎರಡನೇ: ಸಂ DHFWS/2025-26/SE1692 — [394, 809, 491, 816]
cell-slno: 17 — [139, 724, 152, 731]
nhm-sign-1: ಸಹಿ/- ಜಿಲ್ಲಾ ಆರ್.ಸಿ.ಎಚ್. ಅಧಿಕಾರಿಗಳು, ದಾವಣಗೆರೆ — [380, 846, 442, 851]
cell-area: ದೇವಮ್ಮ ವೃತ್ತ — [177, 621, 208, 628]
table-row — [139, 635, 369, 642]
shop-table-body — [139, 614, 369, 738]
cell-rent: 2668.00 — [332, 704, 368, 711]
cell-slno: 4 — [139, 635, 152, 642]
person-figure — [77, 403, 88, 429]
byline-text: ಉದಯವಾಣಿ ಸಮಾಚಾರ — [9, 95, 48, 101]
dso-office: ಜಿಲ್ಲಾ ಸರ್ವೇಕ್ಷಣಾಧಿಕಾರಿಗಳ ಕಚೇರಿ, ದಾವಣಗೆರೆ — [17, 729, 117, 736]
masthead-title: ಉದಯವಾಣಿ — [7, 36, 65, 51]
cell-area: ಮುಧೋಳ ರಸ್ತೆ — [177, 676, 208, 683]
cell-slno: 3 — [139, 628, 152, 635]
meeting-table — [497, 464, 574, 491]
shop-sign-2: ಸಹಿ/-(ಪ್ರಭಾರ ಮುಖ್ಯಾಧಿಕಾರಿ), ಉಪಾಧ್ಯಕ್ಷರು, ಪಟ್ಟಣ ಪಂಚಾಯತ್ ಯಳಂದೂರು — [265, 752, 358, 757]
cell-advance: 41220.00 — [257, 635, 333, 642]
person-figure — [474, 730, 484, 761]
person-figure — [398, 730, 408, 761]
madhugiri-bottom-ref: ಮಾಹಿತಿ ಕೇಂದ್ರ/ಟೆಂಡರ್/2025-26 — [48, 701, 86, 706]
survey-headline: ಶೇ. 82ರಷ್ಟು ಸಮೀಕ್ಷಾ ಕಾರ್ಯ ಪೂರ್ಣ: ನಾಯ್ಕ — [481, 250, 590, 281]
cell-advance: 41220.00 — [257, 683, 333, 690]
cell-shopno: 13 — [151, 697, 177, 704]
